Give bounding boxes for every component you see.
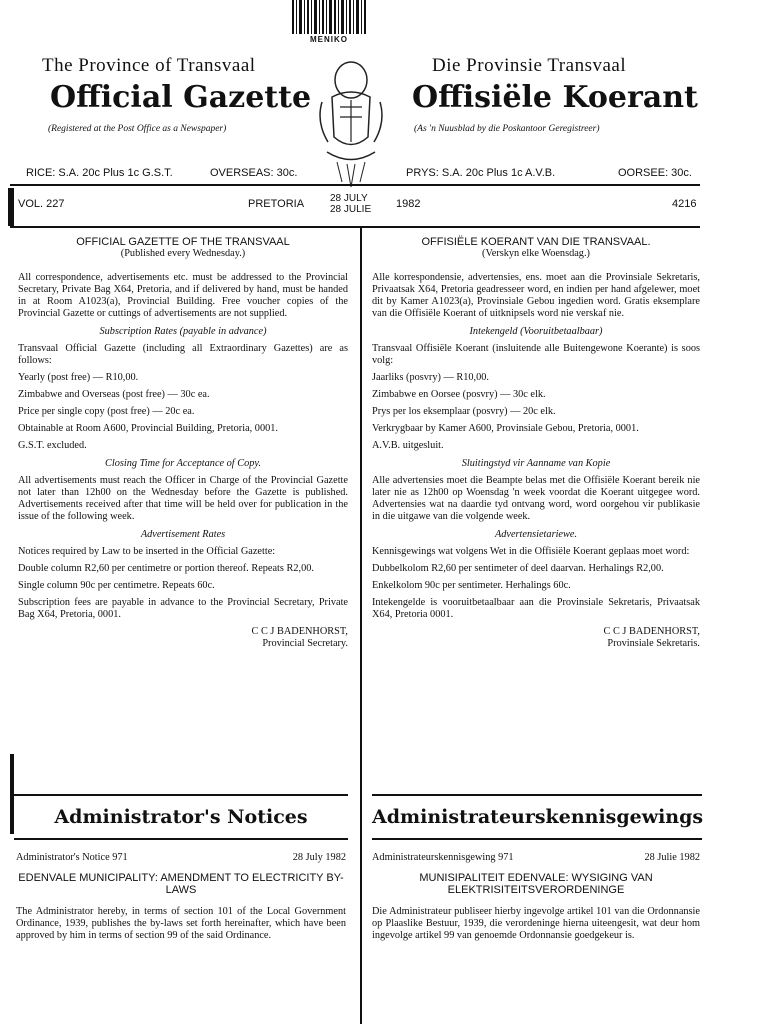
left-para: All advertisements must reach the Officer in Charge of the Provincial Gazette not later than 12h00 on the Wednesday before the Gazette is published. Advertisements received after that time will be held over for publication in the issue of the following week. bbox=[18, 475, 348, 522]
left-gazette-title: Official Gazette bbox=[50, 80, 312, 115]
year: 1982 bbox=[396, 198, 421, 210]
vol-bar-mark bbox=[8, 188, 14, 226]
city: PRETORIA bbox=[248, 198, 305, 210]
right-column bbox=[372, 236, 700, 650]
right-para: Kennisgewings wat volgens Wet in die Offisiële Koerant geplaas moet word: bbox=[372, 546, 690, 557]
right-closing-heading: Sluitingstyd vir Aanname van Kopie bbox=[461, 458, 611, 469]
right-para: Jaarliks (posvry) — R10,00. bbox=[372, 372, 489, 383]
notice-left-body: The Administrator hereby, in terms of section 101 of the Local Government Ordinance, 1939, publishes the by-laws set forth hereinafter, which have been approved by him in terms of section 99 of the said Ordinance. bbox=[16, 906, 346, 941]
right-heading: OFFISIËLE KOERANT VAN DIE TRANSVAAL. bbox=[421, 236, 651, 248]
left-para: Obtainable at Room A600, Provincial Building, Pretoria, 0001. bbox=[18, 423, 278, 434]
left-para: Transvaal Official Gazette (including all Extraordinary Gazettes) are as follows: bbox=[18, 343, 348, 366]
left-heading: OFFICIAL GAZETTE OF THE TRANSVAAL bbox=[76, 236, 290, 248]
date-af: 28 JULIE bbox=[330, 204, 372, 215]
left-para: Yearly (post free) — R10,00. bbox=[18, 372, 139, 383]
left-province: The Province of Transvaal bbox=[42, 55, 256, 76]
volume: VOL. 227 bbox=[18, 198, 65, 210]
overseas-right: OORSEE: 30c. bbox=[618, 167, 692, 179]
right-para: Enkelkolom 90c per sentimeter. Herhalings 60c. bbox=[372, 580, 571, 591]
right-para: Zimbabwe en Oorsee (posvry) — 30c elk. bbox=[372, 389, 546, 400]
left-subheading: (Published every Wednesday.) bbox=[120, 248, 246, 259]
left-column bbox=[18, 236, 348, 650]
section-rule-left-top bbox=[14, 794, 348, 796]
left-subscription-heading: Subscription Rates (payable in advance) bbox=[99, 326, 267, 337]
overseas-left: OVERSEAS: 30c. bbox=[210, 167, 298, 179]
notice-right-body: Die Administrateur publiseer hierby ingevolge artikel 101 van die Ordonnansie op Plaaslike Bestuur, 1939, die verordeninge hierna uiteengesit, wat deur hom ingevolge artikel 99 van genoemde Ordonnansie goedgekeur is. bbox=[372, 906, 700, 941]
masthead-rule-bottom bbox=[10, 226, 700, 228]
left-para: Notices required by Law to be inserted in the Official Gazette: bbox=[18, 546, 276, 557]
right-para: Prys per los eksemplaar (posvry) — 20c elk. bbox=[372, 406, 556, 417]
column-divider bbox=[360, 228, 362, 1024]
left-advert-heading: Advertisement Rates bbox=[140, 529, 226, 540]
price-right: PRYS: S.A. 20c Plus 1c A.V.B. bbox=[406, 167, 556, 179]
left-para: Price per single copy (post free) — 20c ea. bbox=[18, 406, 195, 417]
section-rule-right-bottom bbox=[372, 838, 702, 840]
right-subscription-heading: Intekengeld (Vooruitbetaalbaar) bbox=[469, 326, 603, 337]
right-para: A.V.B. uitgesluit. bbox=[372, 440, 444, 451]
notice-right-title: MUNISIPALITEIT EDENVALE: WYSIGING VAN ELEKTRISITEITSVERORDENINGE bbox=[419, 872, 653, 896]
price-left: RICE: S.A. 20c Plus 1c G.S.T. bbox=[26, 167, 173, 179]
left-para: G.S.T. excluded. bbox=[18, 440, 87, 451]
date-en: 28 JULY bbox=[330, 193, 368, 204]
right-para: Alle advertensies moet die Beampte belas met die Offisiële Koerant bereik nie later nie as 12h00 op Woensdag 'n week voordat die Koerant uitgegee word. Advertensies wat na daardie tyd ontvang word, word oorgehou vir publikasie in die uitgawe van die volgende week. bbox=[372, 475, 700, 522]
left-closing-heading: Closing Time for Acceptance of Copy. bbox=[105, 458, 261, 469]
masthead-rule-top bbox=[10, 184, 700, 186]
left-para: Subscription fees are payable in advance to the Provincial Secretary, Private Bag X64, Pretoria, 0001. bbox=[18, 597, 348, 620]
notice-right-number: Administrateurskennisgewing 971 bbox=[372, 852, 514, 863]
coat-of-arms-icon bbox=[312, 52, 390, 192]
section-title-right: Administrateurskennisgewings bbox=[372, 806, 704, 828]
left-subtitle: (Registered at the Post Office as a Newspaper) bbox=[48, 124, 227, 134]
notice-left-date: 28 July 1982 bbox=[292, 852, 346, 863]
left-para: Double column R2,60 per centimetre or portion thereof. Repeats R2,00. bbox=[18, 563, 314, 574]
notice-right bbox=[372, 852, 700, 946]
right-para: Transvaal Offisiële Koerant (insluitende alle Buitengewone Koerante) is soos volg: bbox=[372, 343, 700, 366]
left-para: All correspondence, advertisements etc. must be addressed to the Provincial Secretary, Private Bag X64, Pretoria, and if delivered by hand, must be handed in at Room A1023(a), Provincial Building. Free voucher copies of the Provincial Gazette or cuttings of advertisements are not supplied. bbox=[18, 272, 348, 319]
right-subtitle: (As 'n Nuusblad by die Poskantoor Geregistreer) bbox=[414, 124, 600, 134]
right-para: Intekengelde is vooruitbetaalbaar aan die Provinsiale Sekretaris, Privaatsak X64, Pretoria 0001. bbox=[372, 597, 700, 620]
section-rule-right-top bbox=[372, 794, 702, 796]
left-signature-title: Provincial Secretary. bbox=[262, 638, 348, 649]
right-signature-title: Provinsiale Sekretaris. bbox=[607, 638, 700, 649]
right-signature-name: C C J BADENHORST, bbox=[603, 626, 700, 637]
notice-left bbox=[16, 852, 346, 946]
right-subheading: (Verskyn elke Woensdag.) bbox=[482, 248, 590, 259]
notice-left-title: EDENVALE MUNICIPALITY: AMENDMENT TO ELECTRICITY BY-LAWS bbox=[18, 872, 344, 896]
notice-right-date: 28 Julie 1982 bbox=[644, 852, 700, 863]
issue-number: 4216 bbox=[672, 198, 697, 210]
right-gazette-title: Offisiële Koerant bbox=[412, 80, 698, 115]
barcode-text: MENIKO bbox=[310, 35, 348, 44]
right-advert-heading: Advertensietariewe. bbox=[494, 529, 578, 540]
right-para: Verkrygbaar by Kamer A600, Provinsiale Gebou, Pretoria, 0001. bbox=[372, 423, 639, 434]
right-province: Die Provinsie Transvaal bbox=[432, 55, 627, 76]
left-para: Single column 90c per centimetre. Repeats 60c. bbox=[18, 580, 215, 591]
right-para: Dubbelkolom R2,60 per sentimeter of deel daarvan. Herhalings R2,00. bbox=[372, 563, 664, 574]
section-rule-left-bottom bbox=[14, 838, 348, 840]
left-signature-name: C C J BADENHORST, bbox=[251, 626, 348, 637]
notice-left-number: Administrator's Notice 971 bbox=[16, 852, 128, 863]
right-para: Alle korrespondensie, advertensies, ens. moet aan die Provinsiale Sekretaris, Privaatsak X64, Pretoria geadresseer word, en indien per hand afgelewer, moet dit by Kamer A1023(a), Provinsiale Gebou ingedien word. Gratis eksemplare van die Offisiële Koerant of uitknipsels word nie verskaf nie. bbox=[372, 272, 700, 319]
left-para: Zimbabwe and Overseas (post free) — 30c ea. bbox=[18, 389, 210, 400]
section-title-left: Administrator's Notices bbox=[54, 806, 308, 828]
